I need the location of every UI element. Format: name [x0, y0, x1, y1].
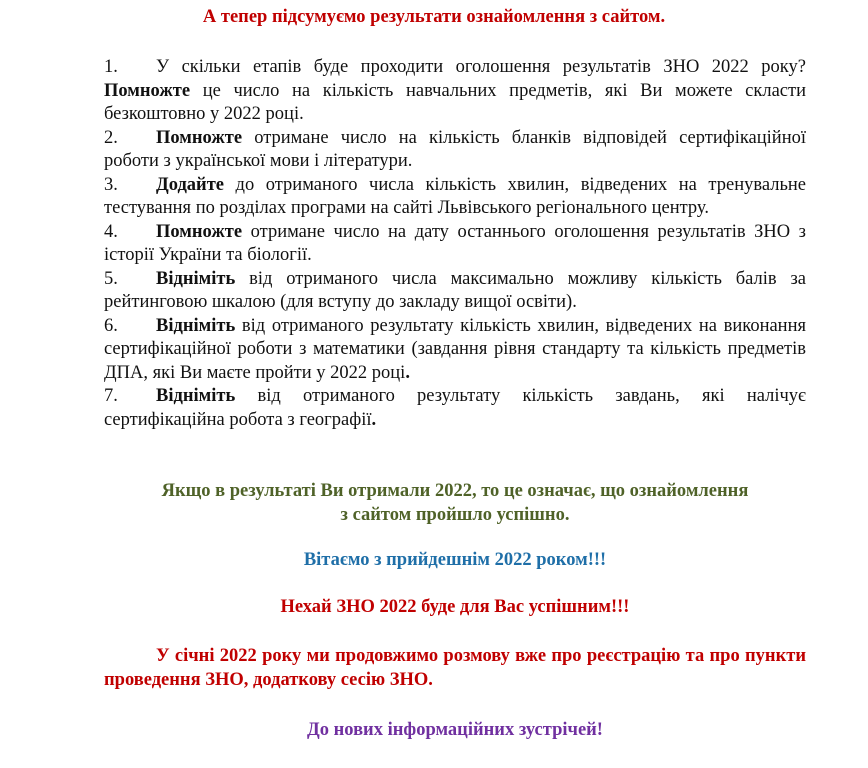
step-text: отримане число на кількість бланків відповідей сертифікаційної роботи з української мови і літератури.: [104, 127, 806, 171]
step-verb: Відніміть: [156, 268, 236, 289]
january-note: У січні 2022 року ми продовжимо розмову вже про реєстрацію та про пункти проведення ЗНО, додаткову сесію ЗНО.: [104, 646, 806, 690]
step-text: від отриманого числа максимально можливу кількість балів за рейтинговою шкалою (для вступу до закладу вищої освіти).: [104, 268, 806, 312]
step-verb: Помножте: [104, 80, 191, 101]
step-item-2: [104, 127, 806, 174]
page-title: А тепер підсумуємо результати ознайомлення з сайтом.: [202, 7, 666, 27]
step-text: до отриманого числа кількість хвилин, відведених на тренувальне тестування по розділах програми на сайті Львівського регіонального центру.: [104, 174, 806, 218]
step-number: 6.: [104, 315, 118, 336]
step-number: 4.: [104, 221, 118, 242]
step-item-5: [104, 268, 806, 315]
step-item-1: [104, 56, 806, 127]
exam-wish: Нехай ЗНО 2022 буде для Вас успішним!!!: [280, 597, 630, 617]
step-number: 3.: [104, 174, 118, 195]
step-verb: Відніміть: [156, 315, 236, 336]
step-text: від отриманого результату кількість завдань, які налічує сертифікаційна робота з географії: [104, 386, 806, 430]
step-verb: Помножте: [156, 127, 243, 148]
step-verb: Додайте: [156, 174, 225, 195]
step-item-6: [104, 315, 806, 386]
step-item-3: [104, 174, 806, 221]
steps-list: [104, 56, 806, 432]
success-message: [104, 480, 806, 527]
success-line-1: Якщо в результаті Ви отримали 2022, то це означає, що ознайомлення: [161, 481, 749, 501]
step-number: 2.: [104, 127, 118, 148]
step-end-mark: .: [371, 409, 377, 430]
step-verb: Помножте: [156, 221, 243, 242]
step-text: це число на кількість навчальних предметів, які Ви можете скласти безкоштовно у 2022 році.: [104, 80, 806, 124]
success-line-2: з сайтом пройшло успішно.: [340, 504, 570, 525]
farewell-line: До нових інформаційних зустрічей!: [307, 720, 603, 740]
step-text: отримане число на дату останнього оголошення результатів ЗНО з історії України та біології.: [104, 221, 806, 265]
step-end-mark: .: [405, 362, 410, 383]
step-item-7: [104, 385, 806, 432]
step-question: У скільки етапів буде проходити оголошення результатів ЗНО 2022 року?: [156, 57, 806, 77]
step-number: 1.: [104, 57, 118, 77]
step-number: 7.: [104, 386, 118, 406]
step-text: від отриманого результату кількість хвилин, відведених на виконання сертифікаційної роботи з математики (завдання рівня стандарту та кількість предметів ДПА, які Ви маєте пройти у 2022 році: [104, 315, 806, 383]
step-item-4: [104, 221, 806, 268]
step-number: 5.: [104, 268, 118, 289]
new-year-greeting: Вітаємо з прийдешнім 2022 роком!!!: [303, 550, 607, 570]
step-verb: Відніміть: [156, 386, 236, 406]
